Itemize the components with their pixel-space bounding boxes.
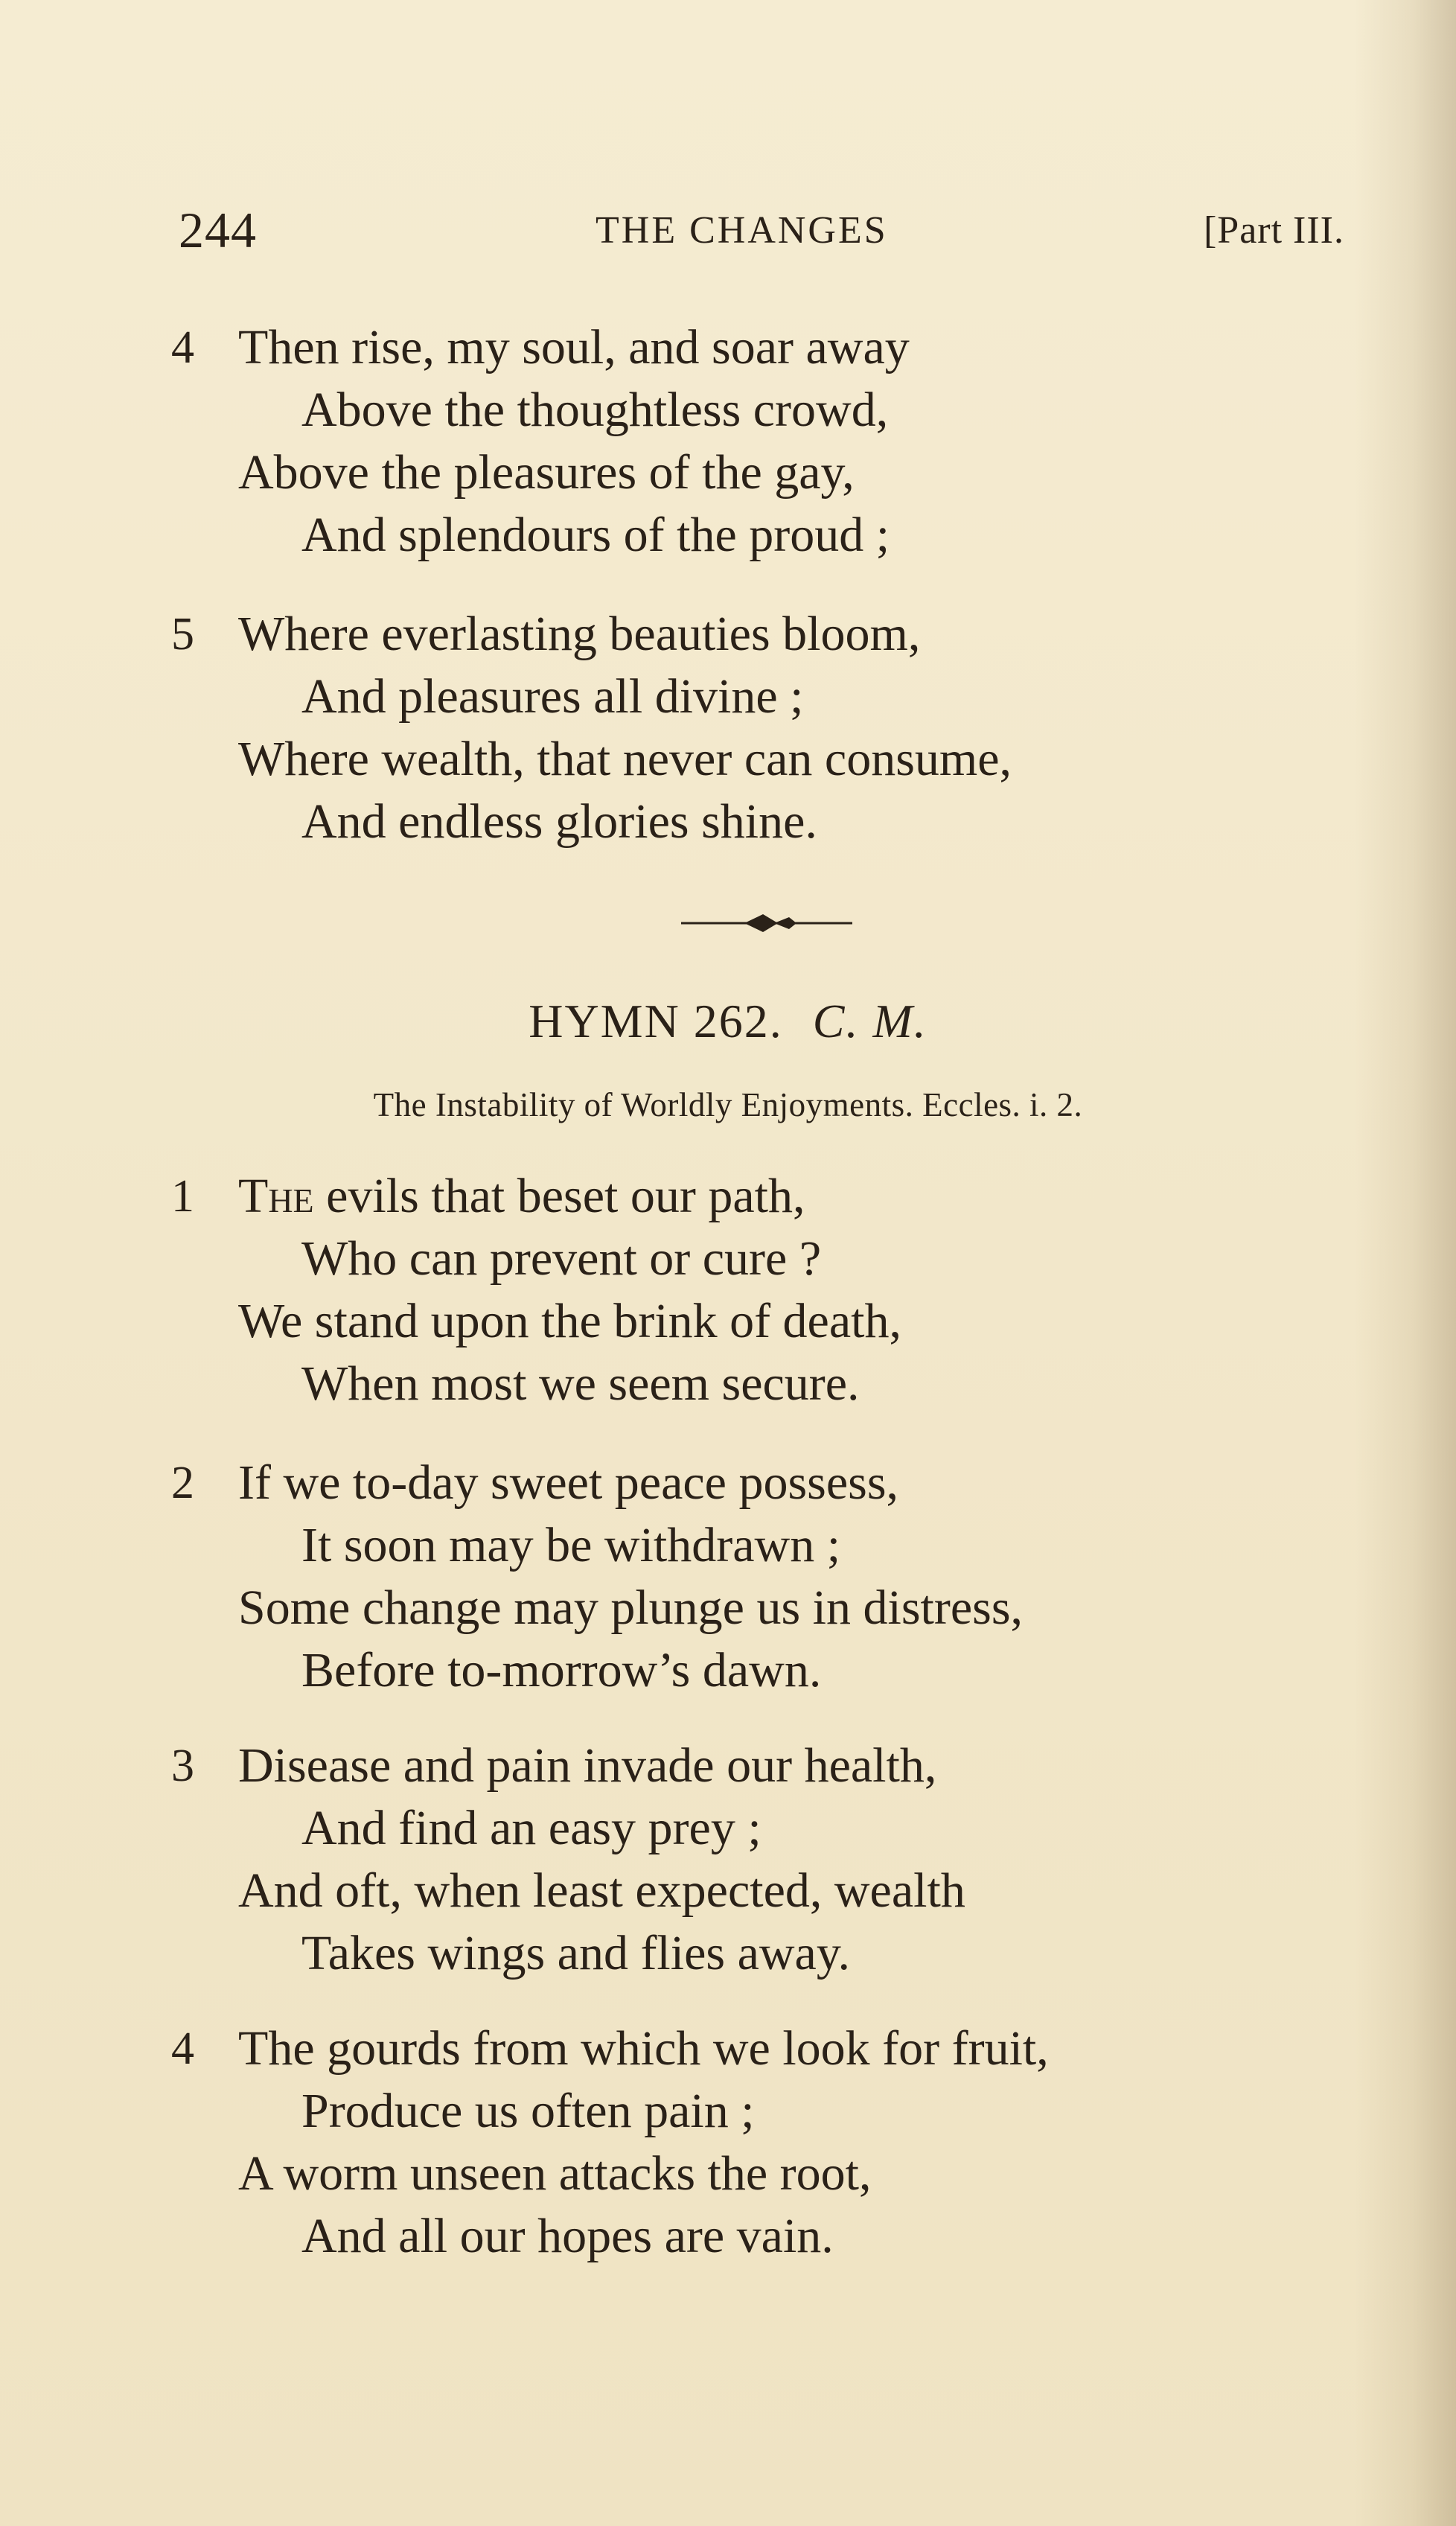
hymn-stanza-2 — [171, 1452, 1332, 1702]
verse-text: And all our hopes are vain. — [301, 2209, 834, 2263]
stanza-line — [171, 2205, 1332, 2268]
verse-text: Some change may plunge us in distress, — [238, 1581, 1024, 1635]
page-header — [0, 201, 1456, 268]
stanza-number: 5 — [171, 609, 194, 660]
hymn-subtitle: The Instability of Worldly Enjoyments. Eccles. i. 2. — [373, 1086, 1083, 1123]
stanza-line — [171, 379, 1332, 441]
verse-text: And find an easy prey ; — [301, 1801, 761, 1855]
stanza-number: 1 — [171, 1171, 194, 1222]
verse-text: And pleasures all divine ; — [301, 669, 804, 724]
hymn-heading — [0, 994, 1456, 1049]
part-label: [Part III. — [1203, 209, 1344, 252]
verse-text: Where wealth, that never can consume, — [238, 732, 1012, 786]
stanza-line — [171, 791, 1332, 853]
previous-hymn-stanza-5 — [171, 603, 1332, 853]
stanza-line — [171, 1290, 1332, 1353]
stanza-number: 4 — [171, 322, 194, 373]
stanza-line — [171, 1353, 1332, 1415]
verse-text: If we to-day sweet peace possess, — [238, 1455, 899, 1510]
verse-text: It soon may be withdrawn ; — [301, 1518, 841, 1572]
verse-text: When most we seem secure. — [301, 1356, 860, 1411]
stanza-number: 3 — [171, 1741, 194, 1791]
stanza-line — [171, 1860, 1332, 1922]
verse-text: Disease and pain invade our health, — [238, 1738, 937, 1793]
hymn-meter: C. M. — [812, 995, 927, 1047]
stanza-line — [171, 2018, 1332, 2080]
verse-text: Above the thoughtless crowd, — [301, 383, 889, 437]
previous-hymn-stanza-4 — [171, 316, 1332, 567]
stanza-line — [171, 1797, 1332, 1860]
hymn-stanza-4 — [171, 2018, 1332, 2268]
hymn-stanza-1 — [171, 1165, 1332, 1415]
verse-text: Takes wings and flies away. — [301, 1926, 851, 1980]
verse-text: evils that beset our path, — [313, 1169, 805, 1223]
stanza-line — [171, 1452, 1332, 1514]
stanza-line — [171, 1639, 1332, 1702]
verse-text: Before to-morrow’s dawn. — [301, 1643, 822, 1697]
verse-text: And splendours of the proud ; — [301, 508, 890, 562]
stanza-line — [171, 666, 1332, 728]
stanza-line — [171, 1165, 1332, 1228]
stanza-number: 4 — [171, 2023, 194, 2074]
verse-initial-word: The — [238, 1169, 314, 1223]
stanza-line — [171, 504, 1332, 567]
stanza-line — [171, 728, 1332, 791]
verse-text: We stand upon the brink of death, — [238, 1294, 901, 1348]
verse-text: A worm unseen attacks the root, — [238, 2146, 872, 2201]
ornament-divider-icon — [681, 908, 852, 938]
stanza-line — [171, 441, 1332, 504]
verse-text: Produce us often pain ; — [301, 2084, 755, 2138]
verse-text: And endless glories shine. — [301, 794, 817, 849]
verse-text: And oft, when least expected, wealth — [238, 1863, 965, 1918]
verse-text: Above the pleasures of the gay, — [238, 445, 855, 500]
hymn-stanza-3 — [171, 1735, 1332, 1985]
verse-text: Who can prevent or cure ? — [301, 1231, 822, 1286]
stanza-line — [171, 1577, 1332, 1639]
hymn-number: HYMN 262. — [529, 995, 783, 1047]
running-title: THE CHANGES — [596, 209, 888, 252]
verse-text: The gourds from which we look for fruit, — [238, 2021, 1049, 2076]
stanza-line — [171, 1228, 1332, 1290]
stanza-line — [171, 1735, 1332, 1797]
stanza-line — [171, 603, 1332, 666]
stanza-line — [171, 316, 1332, 379]
verse-text: Where everlasting beauties bloom, — [238, 607, 921, 661]
stanza-line — [171, 2080, 1332, 2143]
stanza-line — [171, 1922, 1332, 1985]
verse-text: Then rise, my soul, and soar away — [238, 320, 910, 374]
page-number: 244 — [179, 202, 257, 258]
stanza-line — [171, 2143, 1332, 2205]
stanza-number: 2 — [171, 1458, 194, 1508]
stanza-line — [171, 1514, 1332, 1577]
